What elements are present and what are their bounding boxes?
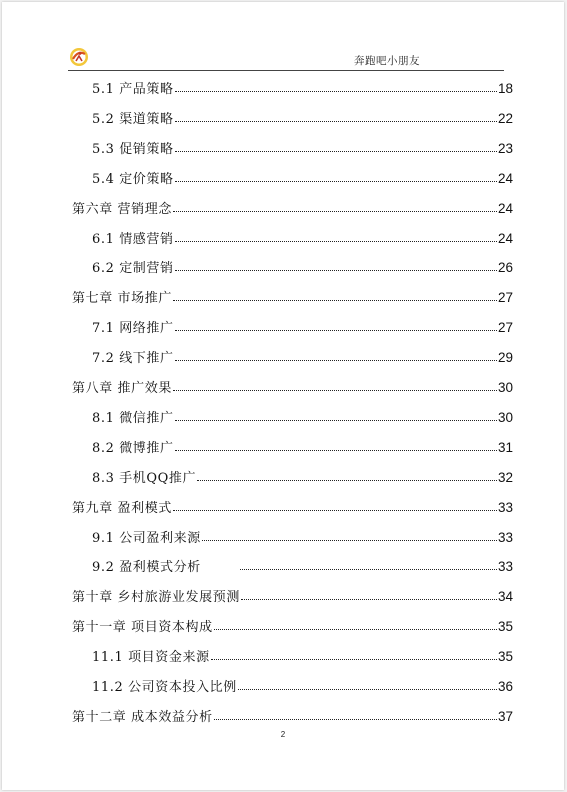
toc-entry-label: 5.2 渠道策略 [92,111,174,127]
toc-entry-page-number: 26 [497,260,513,276]
document-page [2,2,564,790]
toc-entry[interactable] [92,467,513,485]
toc-entry[interactable] [72,497,513,515]
toc-entry-page-number: 33 [497,559,513,575]
toc-entry[interactable] [92,646,513,664]
toc-entry-page-number: 24 [497,200,513,216]
toc-entry-page-number: 31 [497,439,513,455]
toc-entry-label: 6.1 情感营销 [92,231,174,247]
toc-entry-label: 第七章 市场推广 [72,291,172,307]
toc-leader-dots [175,170,497,182]
toc-entry-page-number: 35 [497,649,513,665]
toc-leader-dots [173,200,497,212]
toc-entry-label: 第十章 乡村旅游业发展预测 [72,590,240,606]
toc-entry-page-number: 24 [497,170,513,186]
table-of-contents [2,2,564,790]
toc-entry-label: 9.2 盈利模式分析 [92,560,201,576]
toc-leader-dots [241,588,497,600]
toc-leader-dots [175,230,497,242]
toc-leader-dots [175,110,497,122]
toc-entry-label: 11.2 公司资本投入比例 [92,680,237,695]
toc-leader-dots [175,439,497,451]
toc-entry[interactable] [92,407,513,425]
toc-leader-dots [238,678,497,690]
toc-leader-dots [197,469,497,481]
toc-entry-label: 第十一章 项目资本构成 [72,620,213,636]
toc-leader-dots [173,289,497,301]
toc-entry-label: 第八章 推广效果 [72,381,172,396]
toc-entry[interactable] [72,616,513,634]
toc-entry-page-number: 35 [497,619,513,635]
toc-entry[interactable] [92,556,513,574]
toc-entry[interactable] [72,586,513,604]
toc-entry-label: 8.1 微信推广 [92,410,174,426]
toc-leader-dots [175,349,497,361]
toc-entry-label: 5.4 定价策略 [92,171,174,187]
toc-entry-label: 7.2 线下推广 [92,351,174,367]
toc-entry[interactable] [92,676,513,694]
toc-entry-page-number: 22 [497,110,513,126]
toc-entry-page-number: 18 [497,81,513,96]
toc-entry-label: 6.2 定制营销 [92,261,174,277]
toc-entry-page-number: 23 [497,140,513,156]
toc-entry[interactable] [72,198,513,216]
toc-leader-dots [202,529,497,541]
toc-entry[interactable] [72,287,513,305]
toc-entry-page-number: 37 [497,708,513,724]
toc-entry-label: 5.1 产品策略 [92,82,174,97]
toc-entry[interactable] [92,317,513,335]
toc-entry-page-number: 29 [497,350,513,366]
toc-entry[interactable] [92,347,513,365]
page-number: 2 [280,730,286,739]
toc-entry-page-number: 30 [497,409,513,425]
toc-entry[interactable] [92,257,513,275]
toc-entry-page-number: 24 [497,230,513,246]
toc-entry-page-number: 34 [497,589,513,605]
toc-entry-label: 8.2 微博推广 [92,440,174,456]
toc-leader-dots [211,648,497,660]
toc-leader-dots [173,379,497,391]
toc-leader-dots [240,558,497,570]
toc-entry-page-number: 33 [497,499,513,515]
toc-entry[interactable] [72,706,513,724]
toc-leader-dots [173,499,497,511]
toc-leader-dots [175,319,497,331]
toc-entry-page-number: 36 [497,679,513,694]
toc-entry[interactable] [92,138,513,156]
toc-entry-page-number: 27 [497,290,513,306]
toc-entry[interactable] [92,228,513,246]
toc-entry-page-number: 32 [497,469,513,485]
toc-entry-page-number: 27 [497,320,513,336]
toc-entry[interactable] [92,168,513,186]
toc-entry-label: 11.1 项目资金来源 [92,650,210,666]
toc-entry[interactable] [92,108,513,126]
toc-leader-dots [175,80,497,92]
toc-leader-dots [214,708,497,720]
toc-entry-label: 7.1 网络推广 [92,321,174,337]
toc-leader-dots [175,409,497,421]
toc-entry[interactable] [92,527,513,545]
toc-leader-dots [175,259,497,271]
toc-entry-page-number: 33 [497,529,513,545]
toc-entry[interactable] [72,377,513,395]
toc-leader-dots [175,140,497,152]
toc-entry-label: 8.3 手机QQ推广 [92,470,197,486]
toc-entry-page-number: 30 [497,380,513,395]
toc-entry-label: 9.1 公司盈利来源 [92,530,201,546]
toc-entry-label: 第十二章 成本效益分析 [72,709,213,725]
header-title: 奔跑吧小朋友 [354,55,420,67]
toc-entry-label: 5.3 促销策略 [92,141,174,157]
toc-entry-label: 第六章 营销理念 [72,201,172,217]
toc-leader-dots [214,618,497,630]
toc-entry-label: 第九章 盈利模式 [72,500,172,516]
toc-entry[interactable] [92,437,513,455]
toc-entry[interactable] [92,78,513,96]
